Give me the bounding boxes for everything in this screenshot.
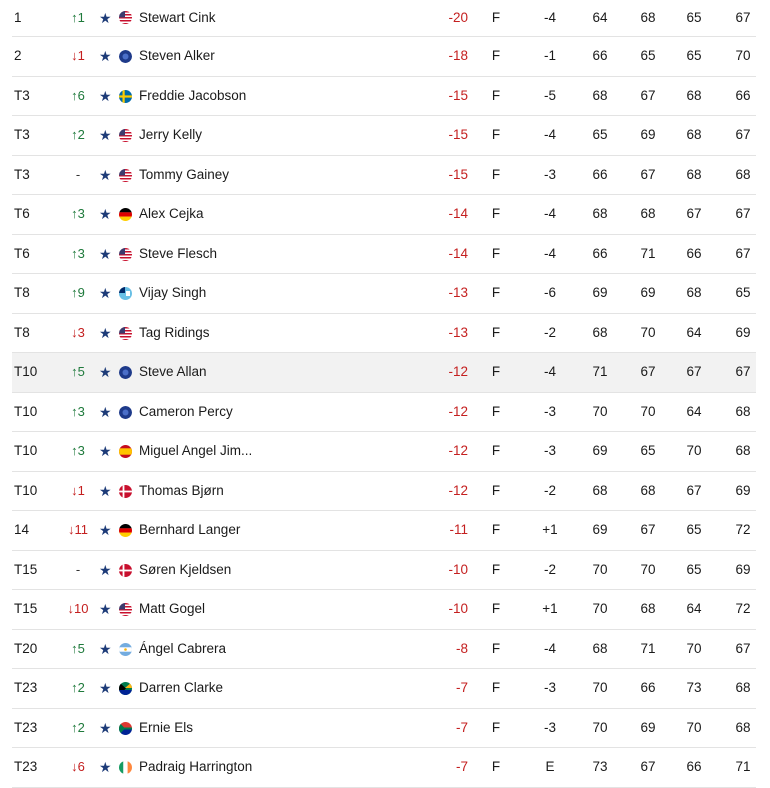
table-row[interactable] xyxy=(12,709,756,749)
table-row[interactable] xyxy=(12,77,756,117)
position-cell: T23 xyxy=(14,680,38,695)
player-name[interactable]: Ernie Els xyxy=(139,719,194,735)
favorite-star-icon[interactable]: ★ xyxy=(99,285,112,301)
round-3-score: 65 xyxy=(686,48,702,63)
thru-cell: F xyxy=(491,561,501,577)
country-flag-icon xyxy=(119,169,132,182)
movement-indicator: ↓6 xyxy=(71,759,85,774)
thru-cell: F xyxy=(491,166,501,182)
player-name[interactable]: Vijay Singh xyxy=(139,285,207,300)
round-1-score: 70 xyxy=(592,719,608,735)
movement-indicator: ↓1 xyxy=(71,48,85,63)
round-4-score: 68 xyxy=(735,680,751,695)
movement-indicator: ↑6 xyxy=(71,87,85,103)
total-score: -20 xyxy=(448,10,468,25)
round-4-score: 69 xyxy=(735,561,751,577)
movement-indicator: ↓11 xyxy=(68,522,88,537)
round-3-score: 65 xyxy=(686,561,702,577)
position-cell: T8 xyxy=(14,324,30,340)
today-score: -2 xyxy=(543,561,556,577)
country-flag-icon xyxy=(119,366,132,379)
thru-cell: F xyxy=(491,522,501,537)
round-1-score: 69 xyxy=(592,522,608,537)
player-name[interactable]: Tag Ridings xyxy=(139,324,210,340)
favorite-star-icon[interactable]: ★ xyxy=(99,601,112,617)
country-flag-icon xyxy=(119,90,132,103)
total-score: -12 xyxy=(448,364,468,379)
favorite-star-icon[interactable]: ★ xyxy=(99,166,112,183)
player-name[interactable]: Cameron Percy xyxy=(139,403,233,419)
position-cell: T20 xyxy=(14,640,38,656)
round-1-score: 68 xyxy=(592,87,608,103)
round-1-score: 69 xyxy=(592,443,608,458)
favorite-star-icon[interactable]: ★ xyxy=(99,245,112,262)
total-score: -12 xyxy=(448,482,468,498)
round-2-score: 71 xyxy=(640,245,656,261)
round-2-score: 69 xyxy=(640,127,656,142)
round-3-score: 64 xyxy=(686,601,702,616)
country-flag-icon xyxy=(119,524,132,537)
country-flag-icon xyxy=(119,248,132,261)
country-flag-icon xyxy=(119,445,132,458)
round-1-score: 66 xyxy=(592,48,608,63)
table-row[interactable] xyxy=(12,551,756,591)
today-score: E xyxy=(545,759,555,774)
position-cell: T6 xyxy=(14,206,30,221)
round-4-score: 67 xyxy=(735,127,751,142)
player-name[interactable]: Thomas Bjørn xyxy=(139,482,224,498)
round-4-score: 68 xyxy=(735,719,751,735)
position-cell: T3 xyxy=(14,166,30,182)
movement-indicator: ↓10 xyxy=(67,601,89,616)
thru-cell: F xyxy=(491,364,501,379)
round-1-score: 68 xyxy=(592,206,608,221)
total-score: -11 xyxy=(449,522,468,537)
total-score: -18 xyxy=(448,48,468,63)
round-2-score: 69 xyxy=(640,285,656,300)
table-row[interactable] xyxy=(12,116,756,156)
country-flag-icon xyxy=(119,603,132,616)
today-score: +1 xyxy=(542,522,558,537)
round-4-score: 69 xyxy=(735,482,751,498)
round-2-score: 65 xyxy=(640,443,656,458)
round-4-score: 70 xyxy=(735,48,751,63)
position-cell: T15 xyxy=(14,561,38,577)
country-flag-icon xyxy=(119,287,132,300)
round-4-score: 71 xyxy=(735,759,751,774)
thru-cell: F xyxy=(491,482,501,498)
thru-cell: F xyxy=(491,87,501,103)
thru-cell: F xyxy=(491,127,501,142)
position-cell: T10 xyxy=(14,482,38,498)
today-score: -2 xyxy=(543,482,556,498)
favorite-star-icon[interactable]: ★ xyxy=(99,443,112,459)
round-3-score: 70 xyxy=(686,719,702,735)
player-name[interactable]: Miguel Angel Jim... xyxy=(139,443,253,458)
round-4-score: 67 xyxy=(735,640,751,656)
today-score: -4 xyxy=(543,206,556,221)
today-score: -4 xyxy=(543,245,556,261)
country-flag-icon xyxy=(119,208,132,221)
today-score: -3 xyxy=(543,403,556,419)
round-2-score: 67 xyxy=(640,759,656,774)
round-3-score: 65 xyxy=(686,10,702,25)
today-score: -6 xyxy=(543,285,556,300)
movement-indicator: ↑3 xyxy=(71,245,85,261)
total-score: -10 xyxy=(448,601,468,616)
round-4-score: 67 xyxy=(735,364,751,379)
round-3-score: 68 xyxy=(686,166,702,182)
favorite-star-icon[interactable]: ★ xyxy=(99,127,112,143)
thru-cell: F xyxy=(491,10,501,25)
thru-cell: F xyxy=(491,48,501,63)
movement-indicator: ↑3 xyxy=(71,403,85,419)
round-2-score: 68 xyxy=(640,206,656,221)
country-flag-icon xyxy=(119,564,132,577)
round-1-score: 68 xyxy=(592,482,608,498)
round-3-score: 68 xyxy=(686,285,702,300)
today-score: -3 xyxy=(543,166,556,182)
movement-indicator: ↓1 xyxy=(71,482,85,498)
round-3-score: 64 xyxy=(686,403,702,419)
round-3-score: 66 xyxy=(686,759,702,774)
thru-cell: F xyxy=(491,206,501,221)
favorite-star-icon[interactable]: ★ xyxy=(99,561,112,578)
favorite-star-icon[interactable]: ★ xyxy=(99,48,112,64)
thru-cell: F xyxy=(491,403,501,419)
player-name[interactable]: Bernhard Langer xyxy=(139,522,241,537)
round-1-score: 65 xyxy=(592,127,608,142)
round-4-score: 66 xyxy=(735,87,751,103)
today-score: -2 xyxy=(543,324,556,340)
table-row[interactable] xyxy=(12,511,756,551)
round-2-score: 71 xyxy=(640,640,656,656)
round-3-score: 64 xyxy=(686,324,702,340)
total-score: -7 xyxy=(455,719,468,735)
round-2-score: 67 xyxy=(640,364,656,379)
round-2-score: 69 xyxy=(640,719,656,735)
movement-indicator: ↑2 xyxy=(71,719,85,735)
round-1-score: 69 xyxy=(592,285,608,300)
movement-indicator: ↑5 xyxy=(71,364,85,379)
position-cell: T10 xyxy=(14,364,38,379)
country-flag-icon xyxy=(119,327,132,340)
player-name[interactable]: Padraig Harrington xyxy=(139,759,253,774)
round-4-score: 72 xyxy=(735,522,751,537)
country-flag-icon xyxy=(119,682,132,695)
position-cell: T8 xyxy=(14,285,30,300)
round-1-score: 68 xyxy=(592,324,608,340)
round-4-score: 68 xyxy=(735,166,751,182)
round-3-score: 68 xyxy=(686,87,702,103)
player-name[interactable]: Steve Allan xyxy=(139,364,207,379)
country-flag-icon xyxy=(119,761,132,774)
movement-indicator: ↑3 xyxy=(71,206,85,221)
thru-cell: F xyxy=(491,719,501,735)
position-cell: T23 xyxy=(14,719,38,735)
movement-indicator: ↑2 xyxy=(71,680,85,695)
favorite-star-icon[interactable]: ★ xyxy=(99,87,112,104)
player-name[interactable]: Alex Cejka xyxy=(139,206,204,221)
player-name[interactable]: Matt Gogel xyxy=(139,601,206,616)
movement-indicator: ↑9 xyxy=(71,285,85,300)
movement-indicator: ↑2 xyxy=(71,127,85,142)
today-score: -5 xyxy=(543,87,556,103)
round-1-score: 66 xyxy=(592,166,608,182)
total-score: -8 xyxy=(455,640,468,656)
total-score: -14 xyxy=(448,206,468,221)
round-3-score: 66 xyxy=(686,245,702,261)
round-1-score: 70 xyxy=(592,601,608,616)
movement-indicator: ↑3 xyxy=(71,443,85,458)
favorite-star-icon[interactable]: ★ xyxy=(99,364,112,380)
position-cell: T10 xyxy=(14,403,38,419)
round-4-score: 65 xyxy=(735,285,751,300)
player-name[interactable]: Jerry Kelly xyxy=(139,127,203,142)
country-flag-icon xyxy=(119,11,132,24)
today-score: -3 xyxy=(543,719,556,735)
round-1-score: 70 xyxy=(592,680,608,695)
total-score: -14 xyxy=(448,245,468,261)
today-score: -4 xyxy=(543,364,556,379)
favorite-star-icon[interactable]: ★ xyxy=(99,10,112,26)
round-2-score: 68 xyxy=(640,10,656,25)
today-score: -3 xyxy=(543,680,556,695)
thru-cell: F xyxy=(491,285,501,300)
position-cell: T15 xyxy=(14,601,38,616)
table-row[interactable] xyxy=(12,669,756,709)
table-row[interactable] xyxy=(12,195,756,235)
total-score: -10 xyxy=(448,561,468,577)
total-score: -15 xyxy=(448,127,468,142)
today-score: -4 xyxy=(543,10,556,25)
today-score: +1 xyxy=(542,601,558,616)
movement-indicator: ↑1 xyxy=(71,10,85,25)
movement-indicator: ↓3 xyxy=(71,324,85,340)
player-name[interactable]: Tommy Gainey xyxy=(139,166,230,182)
round-3-score: 70 xyxy=(686,443,702,458)
favorite-star-icon[interactable]: ★ xyxy=(99,719,112,736)
table-row[interactable] xyxy=(12,472,756,512)
position-cell: 2 xyxy=(14,48,22,63)
table-row[interactable] xyxy=(12,0,756,37)
today-score: -4 xyxy=(543,127,556,142)
position-cell: T10 xyxy=(14,443,38,458)
favorite-star-icon[interactable]: ★ xyxy=(99,206,112,222)
table-row[interactable] xyxy=(12,393,756,433)
favorite-star-icon[interactable]: ★ xyxy=(99,680,112,696)
round-4-score: 69 xyxy=(735,324,751,340)
total-score: -7 xyxy=(455,759,468,774)
table-row[interactable] xyxy=(12,353,756,393)
favorite-star-icon[interactable]: ★ xyxy=(99,324,112,341)
position-cell: T6 xyxy=(14,245,30,261)
round-3-score: 67 xyxy=(686,482,702,498)
round-4-score: 72 xyxy=(735,601,751,616)
movement-indicator: - xyxy=(75,166,81,182)
total-score: -13 xyxy=(448,285,468,300)
total-score: -7 xyxy=(455,680,468,695)
player-name[interactable]: Darren Clarke xyxy=(139,680,224,695)
round-2-score: 70 xyxy=(640,324,656,340)
thru-cell: F xyxy=(491,324,501,340)
player-name[interactable]: Steve Flesch xyxy=(139,245,218,261)
round-3-score: 65 xyxy=(686,522,702,537)
country-flag-icon xyxy=(119,129,132,142)
player-name[interactable]: Stewart Cink xyxy=(139,10,216,25)
favorite-star-icon[interactable]: ★ xyxy=(99,403,112,420)
round-4-score: 68 xyxy=(735,403,751,419)
table-row[interactable] xyxy=(12,432,756,472)
player-name[interactable]: Steven Alker xyxy=(139,48,215,63)
country-flag-icon xyxy=(119,50,132,63)
thru-cell: F xyxy=(491,759,501,774)
position-cell: 1 xyxy=(14,10,22,25)
favorite-star-icon[interactable]: ★ xyxy=(99,522,112,538)
total-score: -15 xyxy=(448,166,468,182)
round-1-score: 68 xyxy=(592,640,608,656)
round-1-score: 64 xyxy=(592,10,608,25)
player-name[interactable]: Søren Kjeldsen xyxy=(139,561,232,577)
round-4-score: 67 xyxy=(735,10,751,25)
position-cell: T3 xyxy=(14,87,30,103)
player-name[interactable]: Ángel Cabrera xyxy=(139,640,227,656)
favorite-star-icon[interactable]: ★ xyxy=(99,482,112,499)
round-2-score: 68 xyxy=(640,601,656,616)
round-1-score: 70 xyxy=(592,403,608,419)
movement-indicator: - xyxy=(75,561,81,577)
position-cell: T3 xyxy=(14,127,30,142)
country-flag-icon xyxy=(119,406,132,419)
favorite-star-icon[interactable]: ★ xyxy=(99,640,112,657)
round-2-score: 70 xyxy=(640,403,656,419)
total-score: -12 xyxy=(448,403,468,419)
round-1-score: 66 xyxy=(592,245,608,261)
country-flag-icon xyxy=(119,643,132,656)
round-2-score: 67 xyxy=(640,166,656,182)
total-score: -15 xyxy=(448,87,468,103)
table-row[interactable] xyxy=(12,156,756,196)
table-row[interactable] xyxy=(12,314,756,354)
country-flag-icon xyxy=(119,485,132,498)
round-2-score: 65 xyxy=(640,48,656,63)
round-4-score: 67 xyxy=(735,245,751,261)
today-score: -1 xyxy=(543,48,556,63)
table-row[interactable] xyxy=(12,235,756,275)
table-row[interactable] xyxy=(12,37,756,77)
table-row[interactable] xyxy=(12,590,756,630)
thru-cell: F xyxy=(491,443,501,458)
country-flag-icon xyxy=(119,722,132,735)
total-score: -12 xyxy=(448,443,468,458)
round-3-score: 70 xyxy=(686,640,702,656)
round-2-score: 68 xyxy=(640,482,656,498)
thru-cell: F xyxy=(491,245,501,261)
total-score: -13 xyxy=(448,324,468,340)
round-1-score: 70 xyxy=(592,561,608,577)
today-score: -3 xyxy=(543,443,556,458)
round-3-score: 68 xyxy=(686,127,702,142)
position-cell: T23 xyxy=(14,759,38,774)
today-score: -4 xyxy=(543,640,556,656)
round-3-score: 67 xyxy=(686,364,702,379)
table-row[interactable] xyxy=(12,630,756,670)
player-name[interactable]: Freddie Jacobson xyxy=(139,87,247,103)
movement-indicator: ↑5 xyxy=(71,640,85,656)
round-2-score: 70 xyxy=(640,561,656,577)
thru-cell: F xyxy=(491,680,501,695)
round-3-score: 67 xyxy=(686,206,702,221)
round-1-score: 71 xyxy=(592,364,608,379)
round-2-score: 67 xyxy=(640,87,656,103)
round-1-score: 73 xyxy=(592,759,608,774)
round-4-score: 67 xyxy=(735,206,751,221)
round-2-score: 67 xyxy=(640,522,656,537)
round-4-score: 68 xyxy=(735,443,751,458)
thru-cell: F xyxy=(491,601,501,616)
table-row[interactable] xyxy=(12,274,756,314)
table-row[interactable] xyxy=(12,748,756,788)
thru-cell: F xyxy=(491,640,501,656)
favorite-star-icon[interactable]: ★ xyxy=(99,759,112,775)
position-cell: 14 xyxy=(14,522,30,537)
round-2-score: 66 xyxy=(640,680,656,695)
round-3-score: 73 xyxy=(686,680,702,695)
